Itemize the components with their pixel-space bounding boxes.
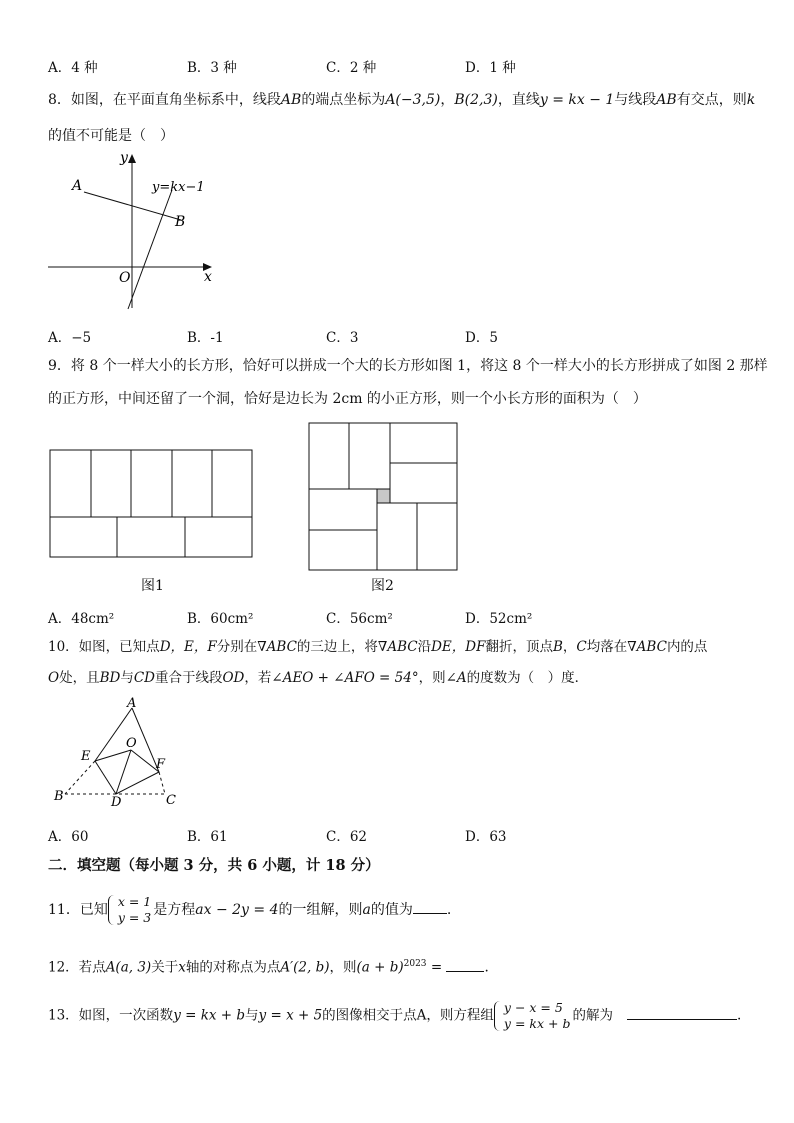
q8-coordinate-figure	[40, 148, 225, 318]
q9-fig2-caption: 图2	[371, 578, 394, 594]
q9-stem-line2: 的正方形，中间还留了一个洞，恰好是边长为 2cm 的小正方形，则一个小长方形的面积为（ ）	[48, 391, 647, 407]
section-2-heading: 二．填空题（每小题 3 分，共 6 小题，计 18 分）	[48, 857, 380, 874]
q13-answer-blank[interactable]	[627, 1019, 737, 1020]
q8-line-label: y=kx−1	[152, 180, 205, 195]
q8-option-c: C．3	[326, 330, 359, 346]
q8-label-O: O	[119, 270, 131, 286]
q8-option-a: A．−5	[48, 330, 92, 346]
q8-label-B: B	[175, 214, 186, 230]
q8-label-A: A	[72, 178, 83, 194]
q8-option-d: D．5	[465, 330, 498, 346]
q10-label-E: E	[81, 749, 91, 764]
q9-figure-1	[48, 448, 256, 562]
q9-option-d: D．52cm²	[465, 611, 533, 627]
q8-stem-line2: 的值不可能是（ ）	[48, 128, 174, 144]
q10-option-a: A．60	[48, 829, 89, 845]
q10-triangle-figure	[50, 696, 185, 812]
q10-label-A: A	[127, 696, 137, 711]
q7-option-c: C．2 种	[326, 60, 377, 76]
q12-answer-blank[interactable]	[446, 971, 484, 972]
q10-option-d: D．63	[465, 829, 507, 845]
q7-option-b: B．3 种	[187, 60, 237, 76]
q13-system-brace: y − x = 5 y = kx + b	[494, 1000, 571, 1032]
q9-option-c: C．56cm²	[326, 611, 393, 627]
q8-label-y: y	[120, 150, 128, 166]
q11-stem: 11．已知 x = 1 y = 3 是方程ax − 2y = 4的一组解，则a的值为 .	[48, 894, 452, 925]
q10-label-D: D	[111, 795, 122, 810]
q9-hole-square	[377, 489, 390, 503]
q10-label-O: O	[126, 736, 137, 751]
q10-option-b: B．61	[187, 829, 228, 845]
q9-fig1-caption: 图1	[141, 578, 164, 594]
q10-label-F: F	[156, 757, 166, 772]
q10-stem-line2: O处，且BD与CD重合于线段OD，若∠AEO + ∠AFO = 54°，则∠A的度数为（ ）度．	[48, 670, 589, 686]
q9-option-b: B．60cm²	[187, 611, 254, 627]
q8-stem-line1: 8．如图，在平面直角坐标系中，线段AB的端点坐标为A(−3,5)，B(2,3)，直线y = kx − 1与线段AB有交点，则k	[48, 92, 756, 108]
q13-stem: 13．如图，一次函数y = kx + b与y = x + 5的图像相交于点A，则方程组 y − x = 5 y = kx + b 的解为 .	[48, 1000, 742, 1031]
q9-option-a: A．48cm²	[48, 611, 115, 627]
q10-label-B: B	[54, 789, 64, 804]
q11-system-brace: x = 1 y = 3	[108, 894, 151, 926]
q8-label-x: x	[204, 269, 212, 285]
q7-option-d: D．1 种	[465, 60, 516, 76]
q10-label-C: C	[166, 793, 176, 808]
q10-stem-line1: 10．如图，已知点D，E，F分别在∇ABC的三边上，将∇ABC沿DE，DF翻折，顶点B，C均落在∇ABC内的点	[48, 639, 708, 655]
q8-option-b: B．-1	[187, 330, 224, 346]
q12-stem: 12．若点A(a, 3)关于x轴的对称点为点A′(2, b)，则$(a + b)^{2023}$ = .	[48, 959, 489, 976]
q11-answer-blank[interactable]	[413, 913, 447, 914]
q9-figure-2	[306, 420, 462, 572]
q7-option-a: A．4 种	[48, 60, 98, 76]
q10-option-c: C．62	[326, 829, 368, 845]
q9-stem-line1: 9．将 8 个一样大小的长方形，恰好可以拼成一个大的长方形如图 1，将这 8 个一样大小的长方形拼成了如图 2 那样	[48, 358, 768, 374]
